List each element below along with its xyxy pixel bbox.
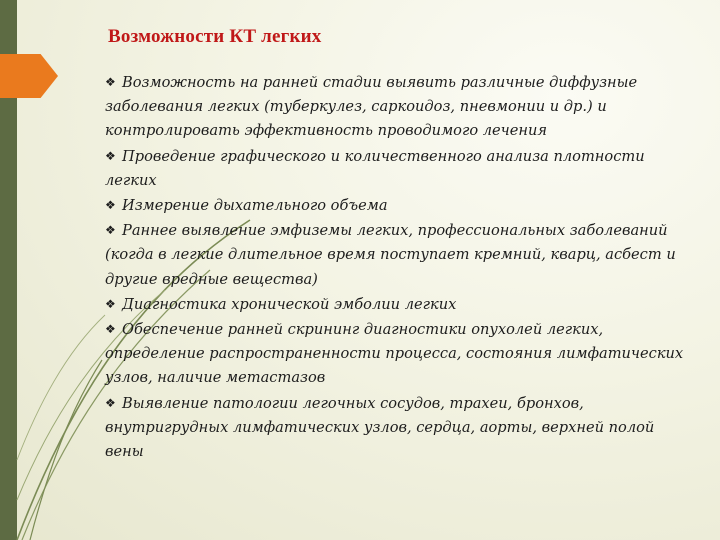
bullet-text: Раннее выявление эмфиземы легких, профессиональных заболеваний (когда в легкие длительное время поступает кремний, кварц, асбест и другие вредные вещества) — [105, 222, 676, 288]
diamond-bullet-icon: ❖ — [105, 148, 116, 163]
bullet-item — [105, 144, 695, 193]
diamond-bullet-icon: ❖ — [105, 223, 116, 238]
grass-blade-4 — [30, 360, 102, 540]
bullet-item — [105, 391, 695, 465]
orange-arrow-tab — [0, 54, 58, 98]
bullet-text: Выявление патологии легочных сосудов, трахеи, бронхов, внутригрудных лимфатических узлов, сердца, аорты, верхней полой вены — [105, 394, 655, 461]
diamond-bullet-icon: ❖ — [105, 75, 116, 89]
diamond-bullet-icon: ❖ — [105, 322, 116, 337]
diamond-bullet-icon: ❖ — [105, 395, 116, 410]
bullet-text: Диагностика хронической эмболии легких — [122, 295, 457, 313]
bullet-text: Проведение графического и количественного анализа плотности легких — [105, 147, 645, 189]
bullet-list — [105, 70, 695, 464]
diamond-bullet-icon: ❖ — [105, 198, 116, 213]
bullet-item — [105, 292, 695, 317]
bullet-item — [105, 317, 695, 391]
bullet-item — [105, 218, 695, 292]
diamond-bullet-icon: ❖ — [105, 296, 116, 311]
slide-title: Возможности КТ легких — [108, 26, 322, 47]
bullet-item — [105, 70, 695, 144]
bullet-text: Обеспечение ранней скрининг диагностики опухолей легких, определение распространенности процесса, состояния лимфатических узлов, наличие метастазов — [105, 321, 684, 387]
bullet-text: Возможность на ранней стадии выявить различные диффузные заболевания легких (туберкулез, саркоидоз, пневмонии и др.) и контролировать эффективность проводимого лечения — [105, 74, 638, 140]
bullet-item — [105, 193, 695, 218]
bullet-text: Измерение дыхательного объема — [122, 197, 388, 215]
grass-blade-5 — [17, 315, 105, 460]
